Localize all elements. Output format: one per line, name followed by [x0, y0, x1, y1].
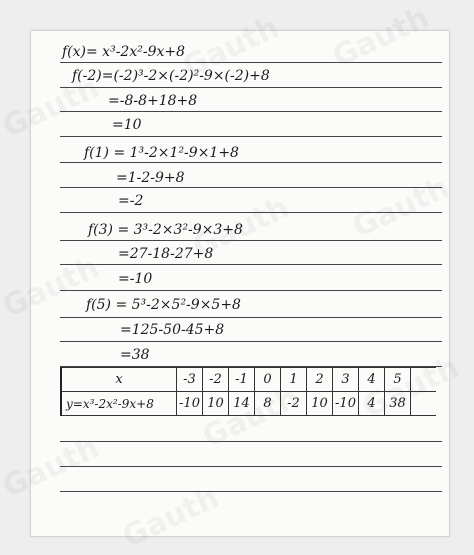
x-value: 2 — [307, 368, 333, 392]
ruled-line — [60, 162, 442, 163]
x-value: 1 — [281, 368, 307, 392]
y-value: -2 — [281, 392, 307, 416]
f3-result: =-10 — [118, 271, 153, 287]
value-table — [60, 367, 436, 416]
ruled-line — [60, 341, 442, 342]
ruled-line — [60, 136, 442, 137]
f1-substitution: f(1) = 1³-2×1²-9×1+8 — [84, 145, 239, 161]
ruled-line — [60, 212, 442, 213]
y-header: y=x³-2x²-9x+8 — [61, 392, 177, 416]
ruled-line — [60, 264, 442, 265]
y-value: 8 — [255, 392, 281, 416]
f-neg2-substitution: f(-2)=(-2)³-2×(-2)²-9×(-2)+8 — [72, 68, 270, 84]
table-spacer-cell — [411, 368, 437, 392]
ruled-line — [60, 290, 442, 291]
fx-definition: f(x)= x³-2x²-9x+8 — [62, 44, 186, 60]
y-value: 10 — [307, 392, 333, 416]
x-value: 3 — [333, 368, 359, 392]
ruled-line — [60, 466, 442, 467]
f-neg2-result: =10 — [112, 117, 142, 133]
f-neg2-step1: =-8-8+18+8 — [108, 93, 198, 109]
table-row-x — [61, 368, 436, 392]
f5-substitution: f(5) = 5³-2×5²-9×5+8 — [86, 297, 241, 313]
ruled-line — [60, 62, 442, 63]
f3-step1: =27-18-27+8 — [118, 246, 214, 262]
ruled-line — [60, 187, 442, 188]
f1-result: =-2 — [118, 193, 144, 209]
x-value: -1 — [229, 368, 255, 392]
y-value: 4 — [359, 392, 385, 416]
x-value: 4 — [359, 368, 385, 392]
f3-substitution: f(3) = 3³-2×3²-9×3+8 — [88, 222, 243, 238]
y-value: 14 — [229, 392, 255, 416]
ruled-line — [60, 441, 442, 442]
ruled-line — [60, 240, 442, 241]
x-value: -3 — [177, 368, 203, 392]
x-header: x — [61, 368, 177, 392]
ruled-line — [60, 111, 442, 112]
notebook-page — [30, 30, 450, 537]
x-value: 0 — [255, 368, 281, 392]
y-value: 38 — [385, 392, 411, 416]
f5-step1: =125-50-45+8 — [120, 322, 225, 338]
table-row-y — [61, 392, 436, 416]
f5-result: =38 — [120, 347, 150, 363]
y-value: -10 — [333, 392, 359, 416]
ruled-line — [60, 87, 442, 88]
ruled-line — [60, 491, 442, 492]
y-value: 10 — [203, 392, 229, 416]
table-spacer-cell — [411, 392, 437, 416]
x-value: 5 — [385, 368, 411, 392]
ruled-line — [60, 317, 442, 318]
x-value: -2 — [203, 368, 229, 392]
f1-step1: =1-2-9+8 — [116, 170, 185, 186]
y-value: -10 — [177, 392, 203, 416]
